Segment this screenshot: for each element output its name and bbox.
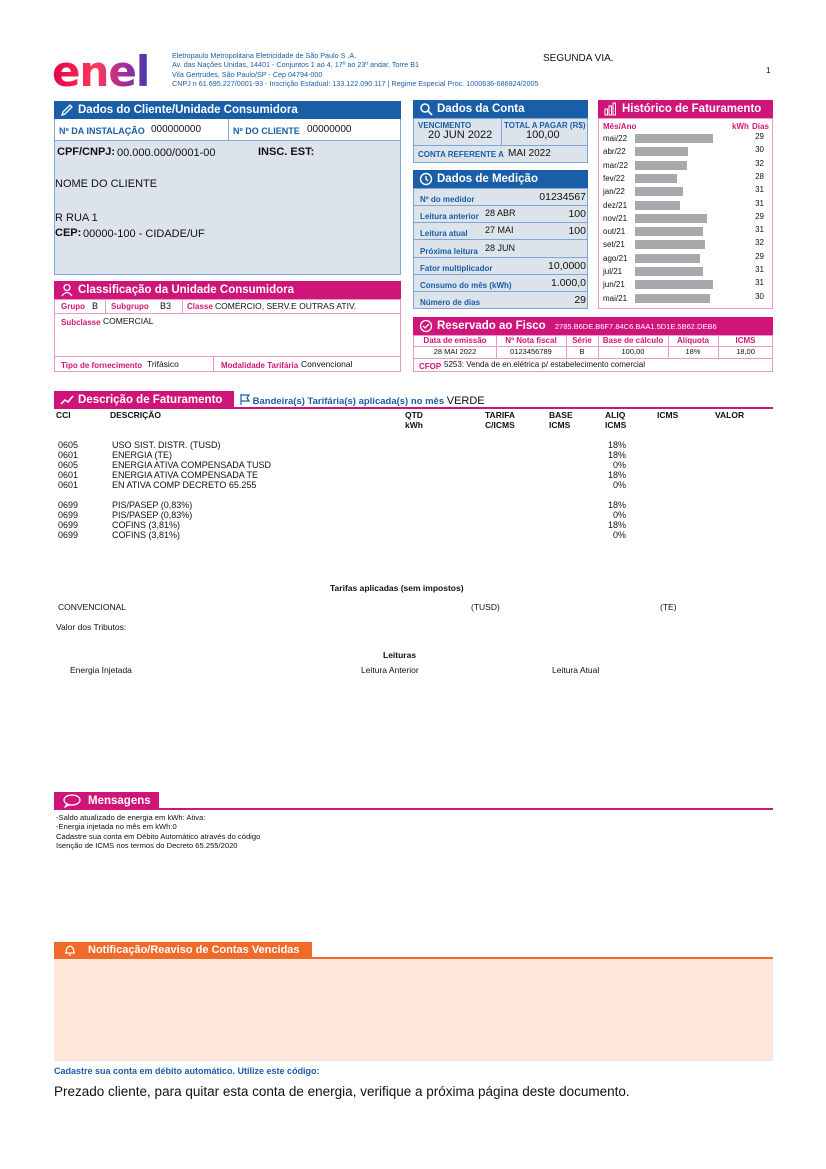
historico-days: 30 [755, 145, 764, 154]
mensagem-line: -Energia injetada no mês em kWh:0 [56, 822, 177, 832]
row-aliquota: 0% [612, 510, 626, 520]
row-aliquota: 0% [612, 480, 626, 490]
subgrupo-value: B3 [160, 301, 172, 311]
row-descricao: PIS/PASEP (0,83%) [112, 510, 193, 520]
mensagens-lines [56, 813, 260, 851]
table-row [58, 530, 658, 540]
medicao-row-date: 28 ABR [485, 208, 516, 218]
historico-days: 31 [755, 278, 764, 287]
historico-days: 30 [755, 292, 764, 301]
svg-text:enel: enel [52, 50, 150, 94]
fisco-header-cell: Base de cálculo [602, 336, 664, 345]
leituras-anterior: Leitura Anterior [361, 665, 419, 675]
fisco-header-cell: Data de emissão [423, 336, 487, 345]
historico-bar [635, 187, 683, 196]
cfop-label: CFOP [419, 362, 442, 371]
mensagem-line: Cadastre sua conta em Débito Automático através do código [56, 831, 261, 841]
historico-days: 31 [755, 265, 764, 274]
grupo-label: Grupo [61, 302, 85, 311]
conta-title: Dados da Conta [437, 103, 525, 115]
historico-bar [635, 214, 707, 223]
fisco-header-cell: Série [572, 336, 592, 345]
col-tarifa: TARIFA [485, 410, 516, 420]
mensagem-line: Isenção de ICMS nos termos do Decreto 65.255/2020 [56, 841, 238, 851]
company-line: Av. das Nações Unidas, 14401 - Conjuntos 1 ao 4, 17º ao 23º andar, Torre B1 [172, 60, 419, 70]
leituras-title: Leituras [383, 650, 417, 660]
row-aliquota: 18% [607, 520, 626, 530]
medicao-row [414, 189, 588, 206]
cpf-value: 00.000.000/0001-00 [117, 147, 216, 159]
company-line: Eletropaulo Metropolitana Eletricidade de São Paulo S .A. [172, 51, 357, 60]
user-icon [60, 283, 74, 297]
historico-bar [635, 254, 700, 263]
historico-month: dez/21 [603, 201, 628, 210]
historico-month: abr/22 [603, 147, 626, 156]
cpf-label: CPF/CNPJ: [57, 146, 116, 158]
instalacao-row [55, 119, 400, 141]
historico-days: 28 [755, 172, 764, 181]
historico-month: ago/21 [603, 254, 628, 263]
modalidade-label: Modalidade Tarifária [221, 361, 299, 370]
table-row [58, 450, 658, 460]
fisco-value-cell: 28 MAI 2022 [433, 347, 477, 356]
cliente-title: Dados do Cliente/Unidade Consumidora [78, 104, 298, 116]
fisco-value-cell: 18% [685, 347, 701, 356]
historico-days: 29 [755, 212, 764, 221]
row-aliquota: 18% [607, 500, 626, 510]
classificacao-header [54, 281, 401, 299]
medicao-row-label: Número de dias [420, 298, 481, 307]
medicao-row [414, 292, 588, 309]
total-label: TOTAL A PAGAR (R$) [504, 121, 586, 130]
medicao-panel [413, 188, 588, 309]
classificacao-title: Classificação da Unidade Consumidora [78, 284, 295, 296]
fisco-title: Reservado ao Fisco [437, 320, 546, 332]
historico-days: 32 [755, 238, 764, 247]
row-descricao: ENERGIA ATIVA COMPENSADA TE [112, 470, 259, 480]
tarifas-title: Tarifas aplicadas (sem impostos) [330, 583, 464, 593]
historico-month: mai/21 [603, 294, 628, 303]
fisco-header [413, 317, 773, 335]
medicao-row-label: Fator multiplicador [420, 264, 493, 273]
historico-panel [598, 118, 773, 309]
medicao-row-label: Consumo do mês (kWh) [420, 281, 512, 290]
faturamento-title: Descrição de Faturamento [78, 394, 223, 406]
cliente-nome: NOME DO CLIENTE [55, 178, 158, 190]
fat-col-headers [56, 410, 772, 432]
row-cci: 0601 [58, 450, 79, 460]
medicao-row-value: 29 [574, 294, 586, 306]
historico-bar [635, 134, 713, 143]
historico-days: 32 [755, 159, 764, 168]
instalacao-value: 000000000 [151, 124, 202, 135]
medicao-row [414, 206, 588, 223]
table-row [58, 460, 658, 470]
medicao-row-value: 100 [568, 208, 586, 220]
col-aliq: ALIQ [605, 410, 626, 420]
cliente-numero-value: 00000000 [307, 124, 352, 135]
cliente-endereco: R RUA 1 [55, 212, 98, 224]
table-row [58, 500, 658, 510]
historico-month: set/21 [603, 240, 625, 249]
vencimento-label: VENCIMENTO [418, 121, 472, 130]
col-qtd-unit: kWh [405, 420, 423, 430]
historico-bar [635, 267, 703, 276]
table-row [58, 510, 658, 520]
row-descricao: USO SIST. DISTR. (TUSD) [112, 440, 221, 450]
row-aliquota: 18% [607, 450, 626, 460]
row-descricao: COFINS (3,81%) [112, 520, 181, 530]
medicao-row-value: 01234567 [539, 191, 586, 203]
historico-col-kwh: kWh [732, 122, 749, 131]
debito-automatico-text: Cadastre sua conta em débito automático. Utilize este código: [54, 1066, 320, 1076]
historico-header [598, 100, 773, 118]
fisco-code: 2785.B6DE.B6F7.84C6.BAA1.5D1E.5B62.DEB6 [554, 322, 717, 331]
clock-icon [419, 172, 433, 186]
flag-icon [240, 394, 250, 405]
cfop-value: 5253: Venda de en.elétrica p/ estabelecimento comercial [444, 360, 646, 369]
notificacao-header [54, 942, 312, 958]
tributos-label: Valor dos Tributos: [56, 622, 127, 632]
subclasse-label: Subclasse [61, 318, 101, 327]
vencimento-value: 20 JUN 2022 [428, 129, 493, 141]
leituras-atual: Leitura Atual [552, 665, 600, 675]
row-cci: 0699 [58, 530, 79, 540]
enel-logo [52, 50, 160, 94]
historico-bar [635, 240, 705, 249]
medicao-row [414, 223, 588, 240]
row-descricao: ENERGIA ATIVA COMPENSADA TUSD [112, 460, 272, 470]
page-number: 1 [766, 66, 771, 75]
row-aliquota: 18% [607, 470, 626, 480]
company-line: CNPJ n 61.695.227/0001-93 - Inscrição Estadual: 133.122.090.117 | Regime Especial Proc. 1000636-686924/2005 [172, 79, 539, 89]
historico-bar [635, 280, 713, 289]
historico-bar [635, 161, 687, 170]
prezado-cliente-text: Prezado cliente, para quitar esta conta de energia, verifique a próxima página deste documento. [54, 1084, 630, 1099]
tarifas-modalidade: CONVENCIONAL [58, 602, 127, 612]
subclasse-value: COMERCIAL [103, 316, 154, 326]
col-cci: CCI [56, 410, 71, 420]
row-cci: 0699 [58, 500, 79, 510]
fisco-header-cell: Alíquota [677, 336, 709, 345]
medicao-row-label: Leitura atual [420, 229, 468, 238]
table-row [58, 470, 658, 480]
medicao-row [414, 258, 588, 275]
row-cci: 0699 [58, 520, 79, 530]
historico-month: jul/21 [603, 267, 623, 276]
col-descricao: DESCRIÇÃO [110, 410, 162, 420]
historico-col-days: Dias [752, 122, 769, 131]
row-cci: 0601 [58, 470, 79, 480]
historico-month: out/21 [603, 227, 626, 236]
historico-col-month: Mês/Ano [603, 122, 637, 131]
grupo-value: B [92, 301, 99, 311]
medicao-row-date: 28 JUN [485, 243, 516, 253]
medicao-row-label: Leitura anterior [420, 212, 479, 221]
search-icon [419, 102, 433, 116]
medicao-row-label: Nº do medidor [420, 195, 475, 204]
col-base-unit: ICMS [549, 420, 571, 430]
historico-days: 31 [755, 185, 764, 194]
historico-days: 31 [755, 199, 764, 208]
trend-icon [60, 393, 74, 407]
mensagem-line: -Saldo atualizado de energia em kWh: Ativa: [56, 813, 206, 822]
bar-chart-icon [604, 102, 618, 116]
pencil-icon [60, 103, 74, 117]
table-row [58, 480, 658, 490]
medicao-row-value: 1.000,0 [550, 277, 586, 289]
historico-days: 31 [755, 225, 764, 234]
row-descricao: EN ATIVA COMP DECRETO 65.255 [112, 480, 257, 490]
col-valor: VALOR [715, 410, 745, 420]
historico-days: 29 [755, 252, 764, 261]
fisco-panel [413, 335, 773, 372]
historico-bar [635, 147, 688, 156]
medicao-row [414, 241, 588, 258]
col-icms: ICMS [657, 410, 679, 420]
insc-label: INSC. EST: [258, 146, 315, 158]
classe-label: Classe [187, 302, 213, 311]
row-descricao: COFINS (3,81%) [112, 530, 181, 540]
tarifas-tusd: (TUSD) [471, 602, 500, 612]
row-cci: 0601 [58, 480, 79, 490]
classificacao-panel [54, 299, 401, 372]
historico-month: jun/21 [603, 280, 625, 289]
bandeira-label: Bandeira(s) Tarifária(s) aplicada(s) no mês [252, 396, 445, 407]
historico-month: mai/22 [603, 134, 628, 143]
historico-month: jan/22 [603, 187, 625, 196]
historico-bar [635, 294, 710, 303]
fornecimento-value: Trifásico [147, 359, 179, 369]
cliente-header [54, 101, 401, 119]
instalacao-label: Nº DA INSTALAÇÃO [59, 126, 145, 136]
cliente-numero-label: Nº DO CLIENTE [233, 126, 300, 136]
medicao-title: Dados de Medição [437, 173, 538, 185]
mensagens-title: Mensagens [88, 795, 151, 807]
col-base: BASE [549, 410, 573, 420]
medicao-row-label: Próxima leitura [420, 247, 478, 256]
medicao-row-value: 10,0000 [548, 260, 586, 272]
company-line: Vila Gertrudes, São Paulo/SP - Cep 04794-000 [172, 69, 323, 79]
historico-month: fev/22 [603, 174, 625, 183]
company-info [172, 51, 592, 89]
historico-bar [635, 201, 680, 210]
row-cci: 0605 [58, 440, 79, 450]
medicao-row-date: 27 MAI [485, 225, 514, 235]
fisco-value-cell: B [579, 347, 585, 356]
fisco-value-cell: 100,00 [621, 347, 645, 356]
row-cci: 0699 [58, 510, 79, 520]
classe-value: COMÉRCIO, SERV.E OUTRAS ATIV. [215, 301, 357, 311]
conta-header [413, 100, 588, 118]
medicao-row-value: 100 [568, 225, 586, 237]
historico-title: Histórico de Faturamento [622, 103, 762, 115]
fornecimento-label: Tipo de fornecimento [61, 361, 143, 370]
historico-bar [635, 227, 703, 236]
bell-icon [63, 943, 77, 957]
historico-month: mar/22 [603, 161, 628, 170]
referente-label: CONTA REFERENTE A [418, 150, 504, 159]
leituras-tipo: Energia Injetada [70, 665, 132, 675]
cep-label: CEP: [55, 227, 82, 239]
tarifas-te: (TE) [660, 602, 677, 612]
historico-bar [635, 174, 677, 183]
speech-bubble-icon [62, 794, 82, 808]
notificacao-panel [54, 957, 773, 1061]
fisco-header-cell: Nº Nota fiscal [505, 336, 557, 345]
modalidade-value: Convencional [301, 359, 353, 369]
seal-icon [419, 319, 433, 333]
row-cci: 0605 [58, 460, 79, 470]
row-aliquota: 0% [612, 530, 626, 540]
bandeira-value: VERDE [446, 395, 485, 407]
row-descricao: PIS/PASEP (0,83%) [112, 500, 193, 510]
col-qtd: QTD [405, 410, 423, 420]
total-value: 100,00 [526, 129, 560, 141]
conta-panel [413, 118, 588, 163]
medicao-header [413, 170, 588, 188]
bandeira [240, 394, 485, 407]
subgrupo-label: Subgrupo [111, 302, 149, 311]
col-aliq-unit: ICMS [605, 420, 627, 430]
historico-month: nov/21 [603, 214, 628, 223]
fisco-header-cell: ICMS [735, 336, 756, 345]
cep-value: 00000-100 - CIDADE/UF [83, 228, 205, 240]
row-aliquota: 18% [607, 440, 626, 450]
row-aliquota: 0% [612, 460, 626, 470]
copy-label: SEGUNDA VIA. [543, 53, 614, 64]
medicao-row [414, 275, 588, 292]
notificacao-title: Notificação/Reaviso de Contas Vencidas [88, 944, 300, 956]
table-row [58, 440, 658, 450]
table-row [58, 520, 658, 530]
row-descricao: ENERGIA (TE) [112, 450, 173, 460]
fisco-value-cell: 18,00 [736, 347, 755, 356]
referente-value: MAI 2022 [508, 148, 551, 159]
fisco-value-cell: 0123456789 [510, 347, 552, 356]
col-tarifa-unit: C/ICMS [485, 420, 515, 430]
historico-days: 29 [755, 132, 764, 141]
